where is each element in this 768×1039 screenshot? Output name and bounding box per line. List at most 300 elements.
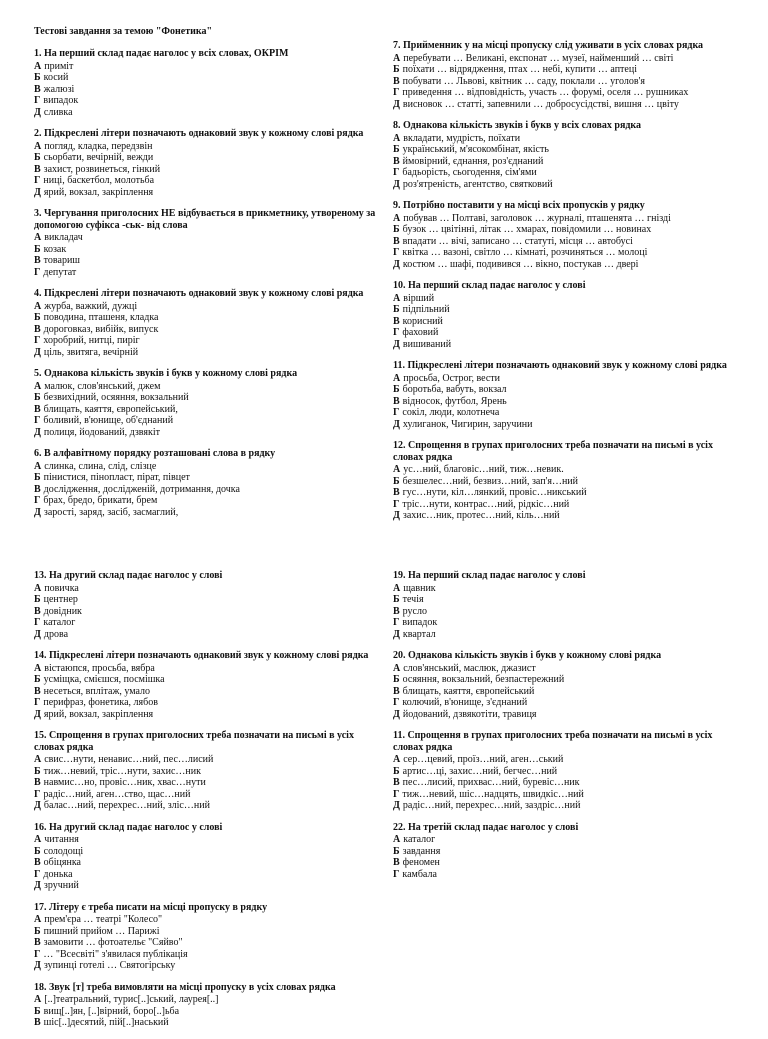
- option-letter: А: [34, 994, 42, 1005]
- answer-option: [393, 594, 745, 606]
- option-text: свис…нути, ненавис…ний, пес…лисий: [44, 754, 214, 765]
- option-text: жалюзі: [43, 83, 75, 95]
- question-number: 11.: [393, 730, 405, 741]
- answer-option: [34, 800, 386, 812]
- option-text: український, м'ясокомбінат, якість: [402, 144, 549, 155]
- option-text: слинка, слина, слід, слізце: [44, 460, 157, 472]
- answer-option: [393, 686, 745, 698]
- option-text: сливка: [43, 106, 73, 118]
- option-letter: В: [393, 315, 400, 327]
- question-number: 17.: [34, 901, 47, 913]
- question-number: 12.: [393, 440, 406, 451]
- option-letter: Г: [393, 617, 400, 628]
- option-text: тріс…нути, контрас…ний, рідкіс…ний: [402, 498, 570, 510]
- question-number: 13.: [34, 570, 47, 581]
- option-letter: А: [393, 582, 401, 594]
- option-letter: В: [34, 163, 41, 175]
- option-letter: Д: [393, 98, 400, 110]
- option-letter: В: [34, 937, 41, 948]
- option-letter: Г: [393, 788, 400, 800]
- option-text: щавник: [403, 582, 436, 594]
- option-text: балас…ний, перехрес…ний, зліс…ний: [43, 800, 210, 811]
- answer-option: [393, 179, 745, 191]
- question-number: 19.: [393, 570, 406, 581]
- option-text: просьба, Острог, вести: [403, 372, 500, 384]
- answer-option: [34, 869, 386, 881]
- option-text: … "Всесвіті" з'явилася публікація: [43, 948, 188, 960]
- question: [393, 730, 745, 812]
- option-text: радіс…ний, перехрес…ний, заздріс…ний: [402, 800, 581, 811]
- question-prompt: Підкреслені літери позначають однаковий звук у кожному слові рядка: [44, 288, 364, 299]
- option-text: читання: [44, 834, 79, 845]
- question-prompt: Однакова кількість звуків і букв у всіх словах рядка: [403, 120, 642, 131]
- question-number: 2.: [34, 128, 42, 139]
- option-letter: Д: [393, 178, 400, 190]
- answer-option: [34, 663, 386, 675]
- option-letter: Б: [34, 674, 41, 685]
- option-text: дослідження, дослідженій, дотримання, дочка: [43, 483, 240, 495]
- option-text: товариш: [43, 255, 80, 266]
- question-number: 7.: [393, 40, 401, 51]
- answer-option: [393, 606, 745, 618]
- question-number: 15.: [34, 730, 47, 741]
- question-prompt: Спрощення в групах приголосних треба позначати на письмі в усіх словах рядка: [34, 730, 354, 753]
- question-number: 6.: [34, 448, 42, 459]
- option-text: відносок, футбол, Ярень: [402, 395, 507, 407]
- option-letter: В: [34, 605, 41, 617]
- answer-option: [34, 232, 386, 244]
- option-letter: Г: [34, 175, 41, 186]
- question: [393, 40, 745, 110]
- option-text: перифраз, фонетика, лябов: [43, 697, 158, 708]
- option-text: косий: [43, 72, 69, 83]
- option-letter: Г: [34, 95, 41, 106]
- option-text: погляд, кладка, передзвін: [44, 140, 153, 152]
- option-letter: Б: [34, 472, 41, 483]
- answer-option: [393, 316, 745, 328]
- option-letter: Б: [34, 243, 41, 255]
- option-letter: А: [34, 60, 42, 72]
- answer-option: [34, 175, 386, 187]
- option-letter: А: [34, 140, 42, 152]
- answer-option: [393, 583, 745, 595]
- option-letter: Г: [34, 617, 41, 628]
- option-letter: А: [393, 212, 401, 224]
- question: [34, 368, 386, 438]
- option-text: впадати … вічі, записано … статуті, місця … автобусі: [402, 235, 633, 247]
- option-text: усміщка, смієшся, посмішка: [43, 674, 165, 685]
- answer-option: [34, 507, 386, 519]
- answer-option: [393, 167, 745, 179]
- question-title: [34, 48, 386, 60]
- question-prompt: На перший склад падає наголос у слові: [408, 280, 586, 291]
- option-letter: А: [34, 662, 42, 674]
- option-text: фаховий: [402, 327, 439, 338]
- answer-option: [393, 674, 745, 686]
- option-text: козак: [43, 243, 67, 255]
- option-letter: А: [34, 834, 42, 845]
- answer-option: [393, 213, 745, 225]
- option-letter: В: [34, 857, 41, 868]
- answer-option: [393, 800, 745, 812]
- option-text: підпільний: [402, 304, 450, 315]
- answer-option: [34, 152, 386, 164]
- option-text: несеться, вплітаж, умало: [43, 685, 151, 697]
- option-text: ярий, вокзал, закріплення: [43, 708, 154, 720]
- option-letter: Г: [393, 87, 400, 98]
- option-letter: Б: [393, 224, 400, 235]
- option-letter: А: [393, 834, 401, 845]
- option-letter: В: [34, 685, 41, 697]
- option-text: поводина, пташеня, кладка: [43, 312, 159, 323]
- answer-option: [34, 709, 386, 721]
- option-letter: Б: [34, 392, 41, 403]
- question-prompt: На третій склад падає наголос у слові: [408, 821, 579, 833]
- answer-option: [393, 663, 745, 675]
- option-text: зарості, заряд, засіб, засмаглий,: [43, 506, 179, 518]
- answer-option: [34, 324, 386, 336]
- question-prompt: Потрібно поставити у на місці всіх пропусків у рядку: [403, 200, 645, 211]
- question: [393, 570, 745, 640]
- option-letter: В: [34, 323, 41, 335]
- answer-option: [393, 156, 745, 168]
- option-text: колючий, в'юнище, з'єднаний: [402, 697, 528, 708]
- question: [34, 730, 386, 812]
- option-letter: Г: [34, 415, 41, 426]
- option-text: камбала: [402, 868, 437, 880]
- option-letter: Д: [393, 510, 400, 521]
- question: [34, 822, 386, 892]
- option-letter: А: [34, 754, 42, 765]
- option-text: [..]театральний, турис[..]ський, лаурея[..]: [44, 994, 219, 1005]
- option-letter: Д: [34, 346, 41, 358]
- column-right-top: [393, 40, 745, 532]
- answer-option: [393, 384, 745, 396]
- answer-option: [393, 857, 745, 869]
- option-letter: В: [34, 1017, 41, 1028]
- answer-option: [393, 327, 745, 339]
- option-letter: Б: [34, 152, 41, 163]
- option-letter: Б: [393, 594, 400, 605]
- answer-option: [34, 472, 386, 484]
- answer-option: [393, 64, 745, 76]
- question-title: [393, 360, 745, 372]
- option-letter: Д: [393, 258, 400, 270]
- option-text: пінистися, пінопласт, пірат, півцет: [43, 472, 190, 483]
- column-right-bottom: [393, 570, 745, 890]
- question-title: [393, 440, 745, 463]
- answer-option: [34, 107, 386, 119]
- option-text: радіс…ний, аген…ство, щас…ний: [43, 788, 191, 800]
- question-number: 20.: [393, 650, 406, 661]
- option-letter: В: [393, 487, 400, 498]
- option-letter: Б: [393, 845, 400, 857]
- option-letter: Г: [34, 335, 41, 346]
- column-left-top: [34, 48, 386, 528]
- option-letter: В: [393, 155, 400, 167]
- question: [34, 448, 386, 518]
- question-prompt: На другий склад падає наголос у слові: [49, 821, 223, 833]
- option-text: захис…ник, протес…ний, кіль…ний: [402, 510, 560, 521]
- option-text: навмис…но, провіс…ник, хвас…нути: [43, 777, 206, 788]
- question-prompt: Спрощення в групах приголосних треба позначати на письмі в усіх словах рядка: [393, 730, 713, 753]
- option-letter: А: [393, 372, 401, 384]
- answer-option: [34, 926, 386, 938]
- question-title: [393, 120, 745, 132]
- option-letter: Д: [34, 426, 41, 438]
- option-letter: В: [34, 777, 41, 788]
- option-letter: Г: [393, 498, 400, 510]
- answer-option: [34, 617, 386, 629]
- question-title: [393, 730, 745, 753]
- option-text: бузок … цвітінні, літак … хмарах, повідомили … новинах: [402, 224, 652, 235]
- option-text: приведення … відповідність, участь … форумі, оселя … рушниках: [402, 87, 689, 98]
- option-letter: Б: [393, 144, 400, 155]
- option-text: боротьба, вабуть, вокзал: [402, 384, 507, 395]
- answer-option: [393, 629, 745, 641]
- answer-option: [393, 846, 745, 858]
- question-prompt: На перший склад падає наголос у слові: [408, 570, 586, 581]
- option-text: малюк, слов'янський, джем: [44, 380, 161, 392]
- question-title: [34, 982, 386, 994]
- option-text: безшелес…ний, безвиз…ний, зап'я…ний: [402, 475, 579, 487]
- option-letter: Д: [34, 186, 41, 198]
- answer-option: [34, 244, 386, 256]
- option-text: приміт: [44, 60, 74, 72]
- option-letter: Г: [393, 247, 400, 258]
- answer-option: [34, 857, 386, 869]
- answer-option: [393, 766, 745, 778]
- question-prompt: В алфавітному порядку розташовані слова в рядку: [44, 448, 276, 459]
- option-text: вкладати, мудрість, поїхати: [403, 132, 521, 144]
- option-letter: Д: [393, 418, 400, 430]
- option-letter: В: [393, 685, 400, 697]
- answer-option: [393, 144, 745, 156]
- option-letter: Г: [393, 868, 400, 880]
- answer-option: [34, 301, 386, 313]
- option-text: ціль, звитяга, вечірній: [43, 346, 139, 358]
- answer-option: [393, 99, 745, 111]
- option-text: замовити … фотоательє "Сяйво": [43, 937, 183, 948]
- option-letter: А: [34, 232, 42, 243]
- question: [393, 440, 745, 522]
- question-title: [393, 650, 745, 662]
- answer-option: [393, 224, 745, 236]
- option-letter: Г: [393, 407, 400, 418]
- question: [393, 822, 745, 881]
- answer-option: [34, 187, 386, 199]
- option-text: побувати … Львові, квітник … саду, поклали … уголов'я: [402, 75, 645, 87]
- option-text: артис…ці, захис…ний, бегчес…ний: [402, 765, 558, 777]
- question-prompt: Літеру є треба писати на місці пропуску в рядку: [49, 901, 268, 913]
- question-number: 18.: [34, 981, 47, 993]
- option-letter: Д: [34, 708, 41, 720]
- answer-option: [393, 396, 745, 408]
- option-letter: Д: [393, 800, 400, 811]
- answer-option: [34, 267, 386, 279]
- answer-option: [393, 236, 745, 248]
- option-letter: А: [34, 582, 42, 594]
- question-number: 5.: [34, 368, 42, 379]
- option-letter: А: [34, 460, 42, 472]
- option-letter: Д: [393, 338, 400, 350]
- option-text: випадок: [43, 95, 79, 106]
- answer-option: [34, 960, 386, 972]
- answer-option: [393, 869, 745, 881]
- option-text: квартал: [402, 628, 436, 640]
- option-text: блищать, каяття, європейський,: [43, 403, 178, 415]
- option-letter: Г: [34, 868, 41, 880]
- option-text: тиж…невий, шіс…надцять, швидкіс…ний: [402, 788, 584, 800]
- question-number: 10.: [393, 280, 406, 291]
- option-letter: В: [393, 777, 400, 788]
- answer-option: [393, 247, 745, 259]
- answer-option: [34, 1006, 386, 1018]
- option-text: дрова: [43, 628, 69, 640]
- option-text: зручний: [43, 880, 79, 891]
- option-letter: В: [393, 395, 400, 407]
- question-number: 4.: [34, 288, 42, 299]
- option-letter: Б: [34, 925, 41, 937]
- option-text: обіцянка: [43, 857, 81, 868]
- answer-option: [34, 583, 386, 595]
- question-title: [393, 822, 745, 834]
- option-text: брах, бредо, брикати, брем: [43, 495, 158, 506]
- option-letter: А: [34, 300, 42, 312]
- question-prompt: На другий склад падає наголос у слові: [49, 570, 223, 581]
- answer-option: [34, 84, 386, 96]
- option-letter: Г: [34, 266, 41, 278]
- option-letter: Б: [34, 594, 41, 605]
- option-text: вишиваний: [402, 338, 452, 350]
- answer-option: [34, 789, 386, 801]
- option-text: донька: [43, 868, 73, 880]
- answer-option: [393, 697, 745, 709]
- question-prompt: Підкреслені літери позначають однаковий звук у кожному слові рядка: [44, 128, 364, 139]
- question: [34, 288, 386, 358]
- column-left-bottom: [34, 570, 386, 1039]
- question: [34, 902, 386, 972]
- option-text: зупинці готелі … Святогірську: [43, 960, 176, 971]
- answer-option: [34, 846, 386, 858]
- answer-option: [393, 476, 745, 488]
- answer-option: [393, 76, 745, 88]
- option-letter: Г: [34, 788, 41, 800]
- option-letter: В: [34, 83, 41, 95]
- option-letter: В: [393, 605, 400, 617]
- question-number: 11.: [393, 360, 405, 371]
- option-letter: Д: [34, 960, 41, 971]
- answer-option: [393, 304, 745, 316]
- option-text: вістаюпся, просьба, вябра: [44, 662, 155, 674]
- answer-option: [34, 141, 386, 153]
- option-text: ниці, баскетбол, молотьба: [43, 175, 155, 186]
- question-title: [393, 200, 745, 212]
- option-text: каталог: [403, 834, 436, 845]
- option-letter: А: [393, 132, 401, 144]
- option-letter: Г: [34, 697, 41, 708]
- answer-option: [393, 617, 745, 629]
- question-title: [393, 280, 745, 292]
- option-text: ус…ний, благовіс…ний, тиж…невик.: [403, 464, 564, 475]
- answer-option: [34, 404, 386, 416]
- answer-option: [34, 415, 386, 427]
- option-text: боливий, в'юнище, об'єднаний: [43, 415, 174, 426]
- answer-option: [34, 255, 386, 267]
- option-letter: Д: [34, 628, 41, 640]
- answer-option: [393, 339, 745, 351]
- answer-option: [393, 499, 745, 511]
- option-text: шіс[..]десятий, пій[..]наський: [43, 1017, 169, 1028]
- option-text: безвихідний, осяяння, вокзальний: [43, 392, 189, 403]
- answer-option: [393, 777, 745, 789]
- answer-option: [393, 709, 745, 721]
- answer-option: [34, 95, 386, 107]
- answer-option: [34, 937, 386, 949]
- option-letter: Б: [393, 475, 400, 487]
- option-text: ярий, вокзал, закріплення: [43, 186, 154, 198]
- answer-option: [34, 766, 386, 778]
- question-prompt: Спрощення в групах приголосних треба позначати на письмі в усіх словах рядка: [393, 440, 713, 463]
- option-text: завдання: [402, 845, 441, 857]
- option-text: корисний: [402, 315, 443, 327]
- option-letter: А: [393, 754, 401, 765]
- answer-option: [393, 53, 745, 65]
- option-text: депутат: [43, 266, 77, 278]
- question-prompt: Чергування приголосних НЕ відбувається в прикметнику, утвореному за допомогою суфікса -ськ- від слова: [34, 208, 376, 231]
- option-letter: Б: [393, 304, 400, 315]
- option-letter: Г: [34, 495, 41, 506]
- option-text: дороговказ, вибійк, випуск: [43, 323, 159, 335]
- answer-option: [34, 347, 386, 359]
- question: [393, 120, 745, 190]
- question-number: 8.: [393, 120, 401, 131]
- option-text: феномен: [402, 857, 440, 868]
- option-letter: В: [393, 857, 400, 868]
- answer-option: [393, 754, 745, 766]
- question: [393, 360, 745, 430]
- option-text: каталог: [43, 617, 76, 628]
- answer-option: [393, 510, 745, 522]
- answer-option: [34, 697, 386, 709]
- answer-option: [34, 164, 386, 176]
- option-text: роз'ятреність, агентство, святковий: [402, 178, 553, 190]
- question-title: [34, 822, 386, 834]
- option-letter: А: [393, 464, 401, 475]
- option-text: полиця, йодований, дзвякіт: [43, 426, 160, 438]
- option-letter: А: [393, 52, 401, 64]
- question: [34, 128, 386, 198]
- option-text: випадок: [402, 617, 438, 628]
- option-text: журба, важкий, дужці: [44, 300, 138, 312]
- option-letter: Г: [393, 327, 400, 338]
- option-letter: В: [393, 75, 400, 87]
- option-letter: В: [34, 255, 41, 266]
- option-letter: А: [34, 380, 42, 392]
- option-letter: В: [34, 483, 41, 495]
- question-title: [34, 208, 386, 231]
- answer-option: [34, 949, 386, 961]
- option-letter: Д: [393, 628, 400, 640]
- question-title: [34, 288, 386, 300]
- option-letter: Б: [393, 64, 400, 75]
- option-text: осяяння, вокзальний, безпастережний: [402, 674, 565, 685]
- option-text: висновок … статті, запевнили … добросусідстві, вишня … цвіту: [402, 98, 679, 110]
- option-text: вірший: [403, 292, 435, 304]
- option-letter: Д: [393, 708, 400, 720]
- option-text: центнер: [43, 594, 78, 605]
- question-title: [34, 650, 386, 662]
